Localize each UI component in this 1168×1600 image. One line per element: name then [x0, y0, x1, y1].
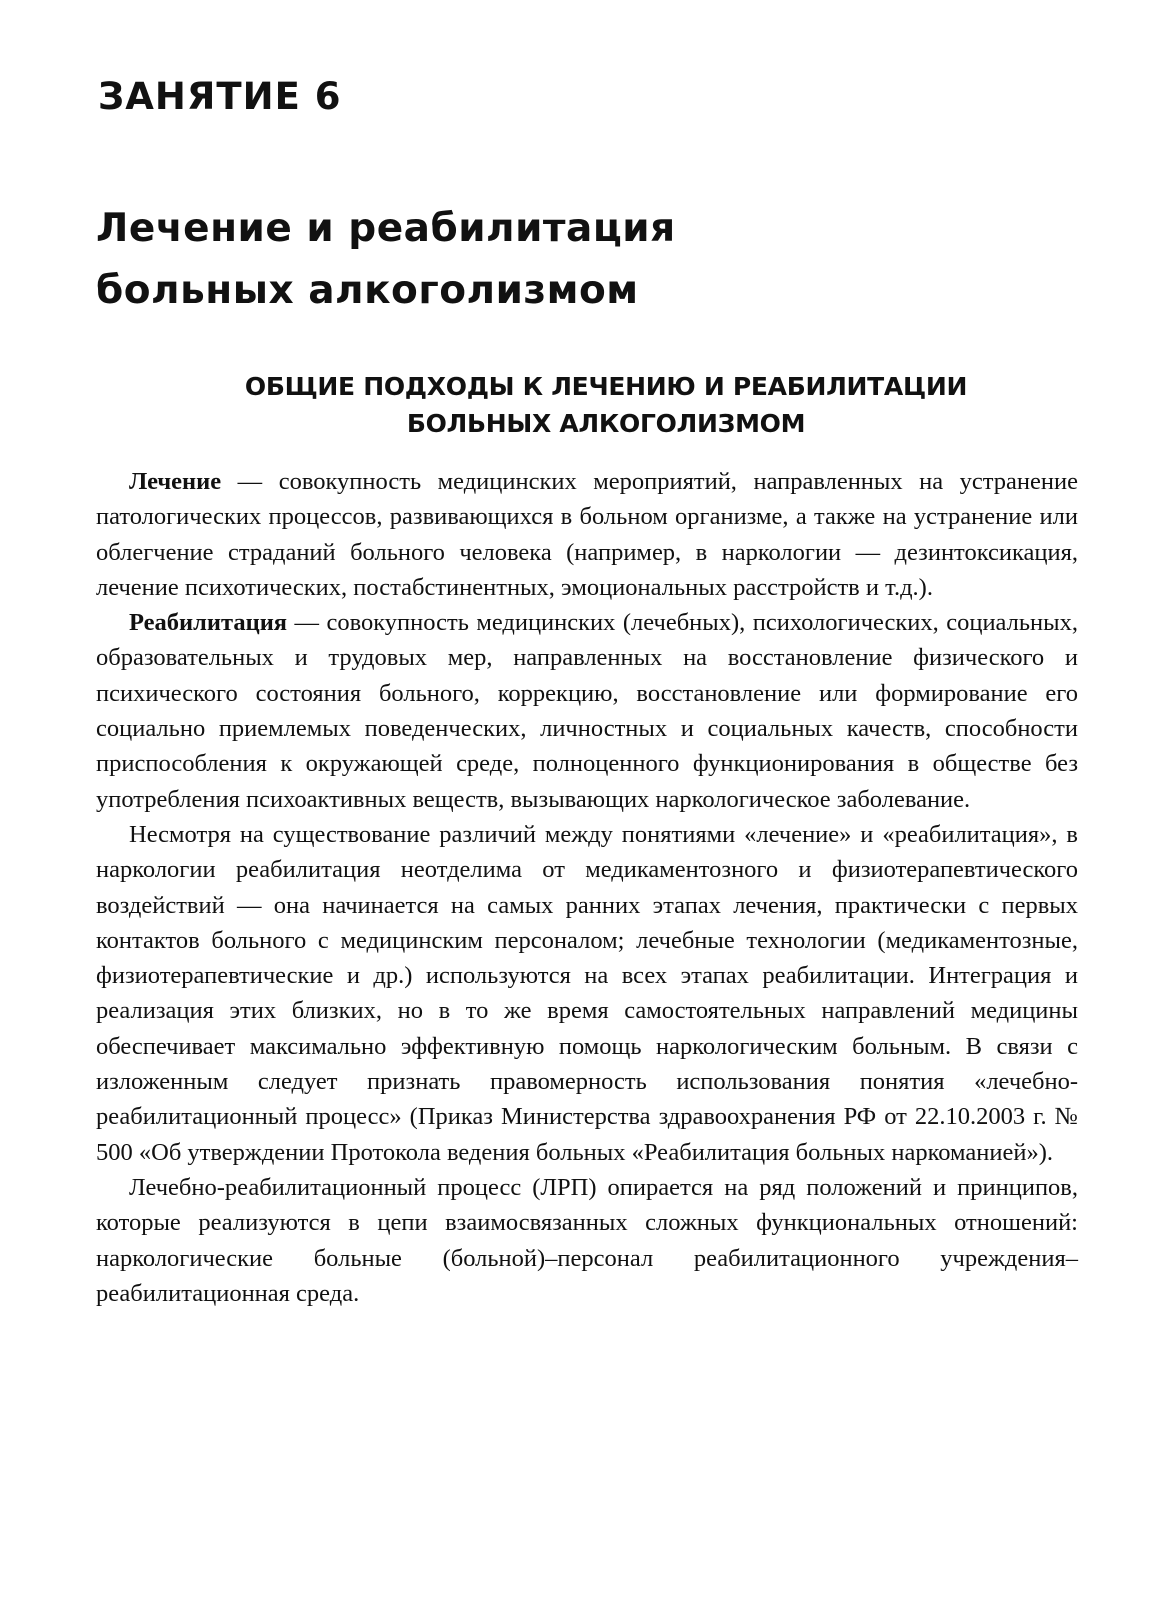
section-heading	[156, 368, 1056, 442]
paragraph-rehabilitation-definition	[96, 605, 1078, 817]
term-rehabilitation: Реабилитация	[129, 609, 288, 637]
chapter-title-line-1: Лечение и реабилитация	[96, 206, 676, 251]
paragraph-integration: Несмотря на существование различий между понятиями «лечение» и «реабилитация», в наркологии реабилитация неотделима от медикаментозного и физиотерапевтического воздействий — она начинается на самых ранних этапах лечения, практически с первых контактов больного с медицинским персоналом; лечебные технологии (медикаментозные, физиотерапевтические и др.) используются на всех этапах реабилитации. Интеграция и реализация этих близких, но в то же время самостоятельных направлений медицины обеспечивает максимально эффективную помощь наркологическим больным. В связи с изложенным следует признать правомерность использования понятия «лечебно-реабилитационный процесс» (Приказ Министерства здравоохранения РФ от 22.10.2003 г. № 500 «Об утверждении Протокола ведения больных «Реабилитация больных наркоманией»).	[96, 820, 1078, 1166]
section-heading-line-2: БОЛЬНЫХ АЛКОГОЛИЗМОМ	[406, 409, 806, 438]
paragraph-text: — совокупность медицинских мероприятий, направленных на устранение патологических процессов, развивающихся в больном организме, а также на устранение или облегчение страданий больного человека (например, в наркологии — дезинтоксикация, лечение психотических, постабстинентных, эмоциональных расстройств и т.д.).	[96, 468, 1078, 601]
term-treatment: Лечение	[129, 468, 222, 495]
paragraph-text: — совокупность медицинских (лечебных), психологических, социальных, образовательных и трудовых мер, направленных на восстановление физического и психического состояния больного, коррекцию, восстановление или формирование его социально приемлемых поведенческих, личностных и социальных качеств, способности приспособления к окружающей среде, полноценного функционирования в обществе без употребления психоактивных веществ, вызывающих наркологическое заболевание.	[96, 609, 1078, 813]
paragraph-lrp: Лечебно-реабилитационный процесс (ЛРП) опирается на ряд положений и принципов, которые реализуются в цепи взаимосвязанных сложных функциональных отношений: наркологические больные (больной)–персонал реабилитационного учреждения–реабилитационная среда.	[96, 1173, 1078, 1307]
document-page	[96, 0, 1076, 1600]
chapter-title-line-2: больных алкоголизмом	[96, 268, 639, 313]
paragraph-treatment-definition	[96, 464, 1078, 605]
body-text	[96, 464, 1078, 1311]
chapter-title	[96, 198, 676, 322]
lesson-label: ЗАНЯТИЕ 6	[98, 75, 342, 118]
section-heading-line-1: ОБЩИЕ ПОДХОДЫ К ЛЕЧЕНИЮ И РЕАБИЛИТАЦИИ	[244, 372, 968, 401]
